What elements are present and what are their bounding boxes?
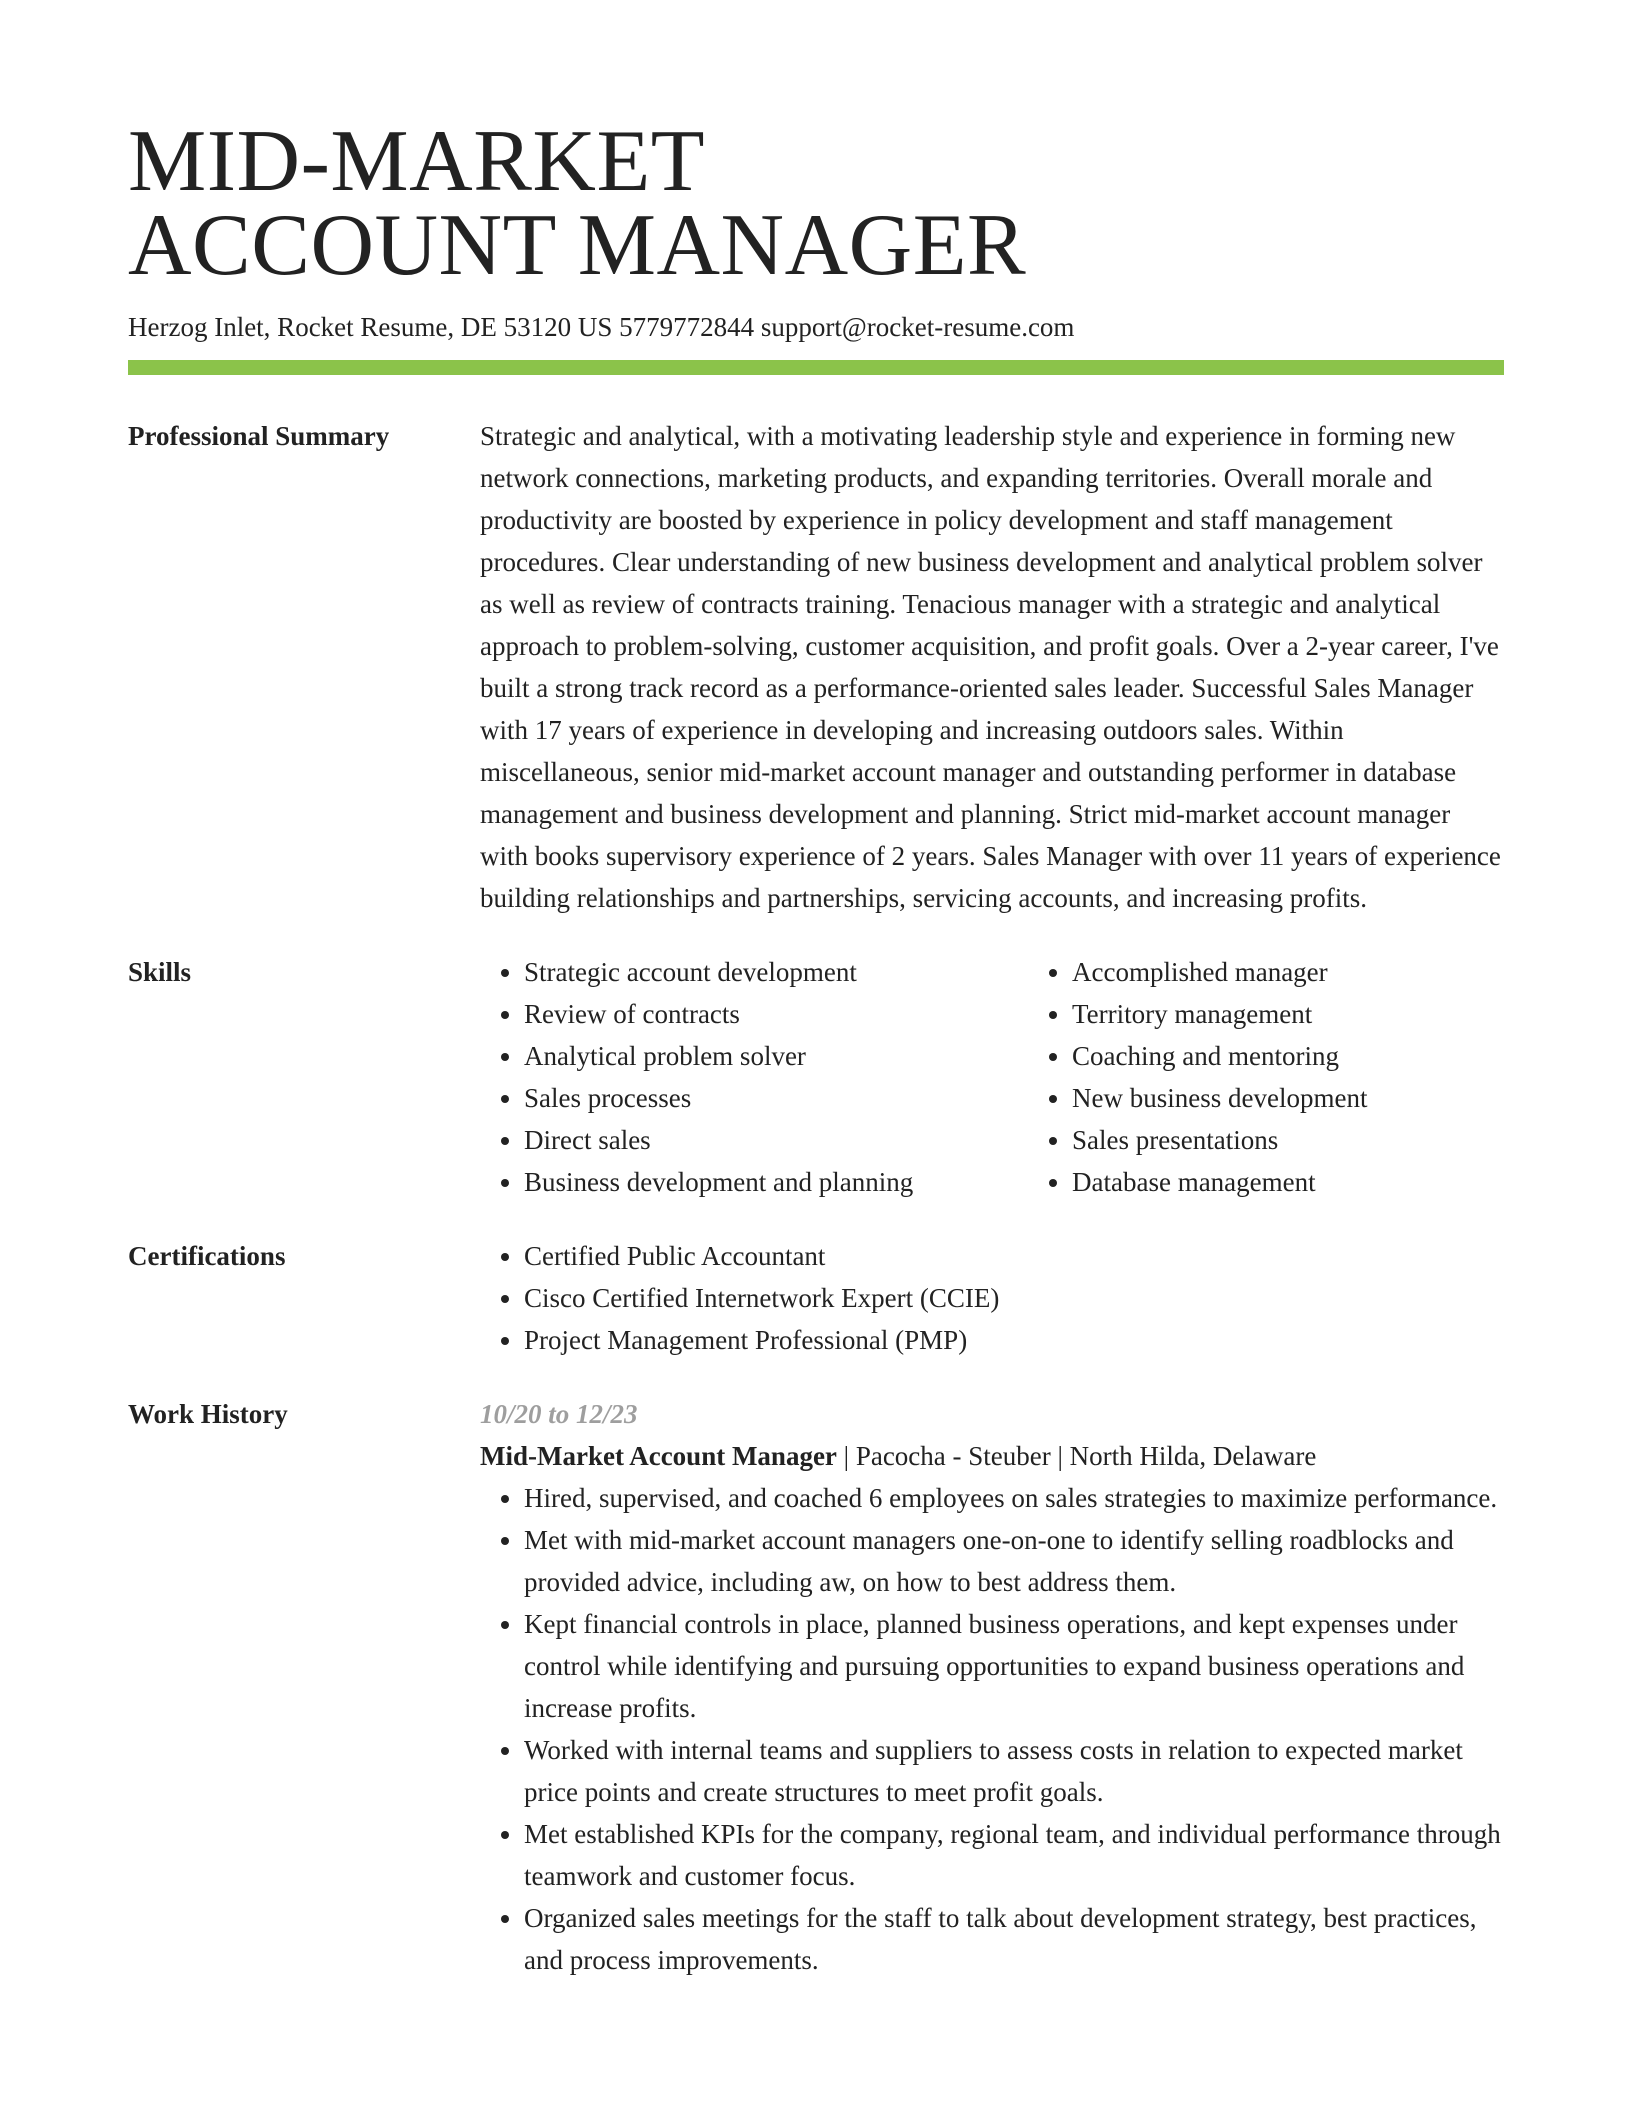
- title-line-1: MID-MARKET: [128, 113, 705, 210]
- page-title: [128, 0, 1504, 294]
- list-item: • Project Management Professional (PMP): [524, 1319, 1504, 1361]
- summary-text: Strategic and analytical, with a motivating leadership style and experience in forming new network connections, marketing products, and expanding territories. Overall morale and productivity are boosted by experience in policy development and staff management procedures. Clear understanding of new business development and analytical problem solver as well as review of contracts training. Tenacious manager with a strategic and analytical approach to problem-solving, customer acquisition, and profit goals. Over a 2-year career, I've built a strong track record as a performance-oriented sales leader. Successful Sales Manager with 17 years of experience in developing and increasing outdoors sales. Within miscellaneous, senior mid-market account manager and outstanding performer in database management and business development and planning. Strict mid-market account manager with books supervisory experience of 2 years. Sales Manager with over 11 years of experience building relationships and partnerships, servicing accounts, and increasing profits.: [480, 421, 1501, 913]
- list-item: • Direct sales: [524, 1119, 1028, 1161]
- list-item: • Met with mid-market account managers one-on-one to identify selling roadblocks and provided advice, including aw, on how to best address them.: [524, 1519, 1504, 1603]
- list-item: • Met established KPIs for the company, regional team, and individual performance through teamwork and customer focus.: [524, 1813, 1504, 1897]
- section-label-work-history: Work History: [128, 1399, 288, 1429]
- job-title: Mid-Market Account Manager: [480, 1441, 837, 1471]
- list-item: • Kept financial controls in place, planned business operations, and kept expenses under control while identifying and pursuing opportunities to expand business operations and increase profits.: [524, 1603, 1504, 1729]
- skills-list-right: [1028, 951, 1576, 1203]
- list-item: • Certified Public Accountant: [524, 1235, 1504, 1277]
- list-item: • Sales presentations: [1072, 1119, 1576, 1161]
- accent-divider: [128, 360, 1504, 375]
- list-item: • Review of contracts: [524, 993, 1028, 1035]
- certifications-section: [128, 1203, 1504, 1361]
- list-item: • Cisco Certified Internetwork Expert (CCIE): [524, 1277, 1504, 1319]
- list-item: • Business development and planning: [524, 1161, 1028, 1203]
- section-label-summary: Professional Summary: [128, 421, 390, 451]
- skills-list-left: [480, 951, 1028, 1203]
- certifications-body: [480, 1235, 1504, 1361]
- job-dates: 10/20 to 12/23: [480, 1399, 638, 1429]
- contact-info: Herzog Inlet, Rocket Resume, DE 53120 US 5779772844 support@rocket-resume.com: [128, 312, 1075, 342]
- resume-page: [128, 0, 1504, 1981]
- list-item: • Territory management: [1072, 993, 1576, 1035]
- job-details: | Pacocha - Steuber | North Hilda, Delaware: [836, 1441, 1317, 1471]
- title-line-2: ACCOUNT MANAGER: [128, 197, 1027, 294]
- list-item: • Sales processes: [524, 1077, 1028, 1119]
- work-history-section: [128, 1361, 1504, 1981]
- work-history-body: [480, 1393, 1504, 1981]
- list-item: • Accomplished manager: [1072, 951, 1576, 993]
- certifications-list: [480, 1235, 1504, 1361]
- list-item: • Organized sales meetings for the staff to talk about development strategy, best practices, and process improvements.: [524, 1897, 1504, 1981]
- professional-summary-section: [128, 375, 1504, 919]
- job-bullets: [480, 1477, 1504, 1981]
- list-item: • Database management: [1072, 1161, 1576, 1203]
- section-label-skills: Skills: [128, 957, 192, 987]
- list-item: • Analytical problem solver: [524, 1035, 1028, 1077]
- skills-columns: [480, 951, 1576, 1203]
- skills-section: [128, 919, 1504, 1203]
- list-item: • Coaching and mentoring: [1072, 1035, 1576, 1077]
- list-item: • Strategic account development: [524, 951, 1028, 993]
- summary-body: [480, 415, 1504, 919]
- list-item: • New business development: [1072, 1077, 1576, 1119]
- section-label-certifications: Certifications: [128, 1241, 286, 1271]
- list-item: • Hired, supervised, and coached 6 employees on sales strategies to maximize performance.: [524, 1477, 1504, 1519]
- job-heading: [480, 1435, 1504, 1477]
- list-item: • Worked with internal teams and suppliers to assess costs in relation to expected market price points and create structures to meet profit goals.: [524, 1729, 1504, 1813]
